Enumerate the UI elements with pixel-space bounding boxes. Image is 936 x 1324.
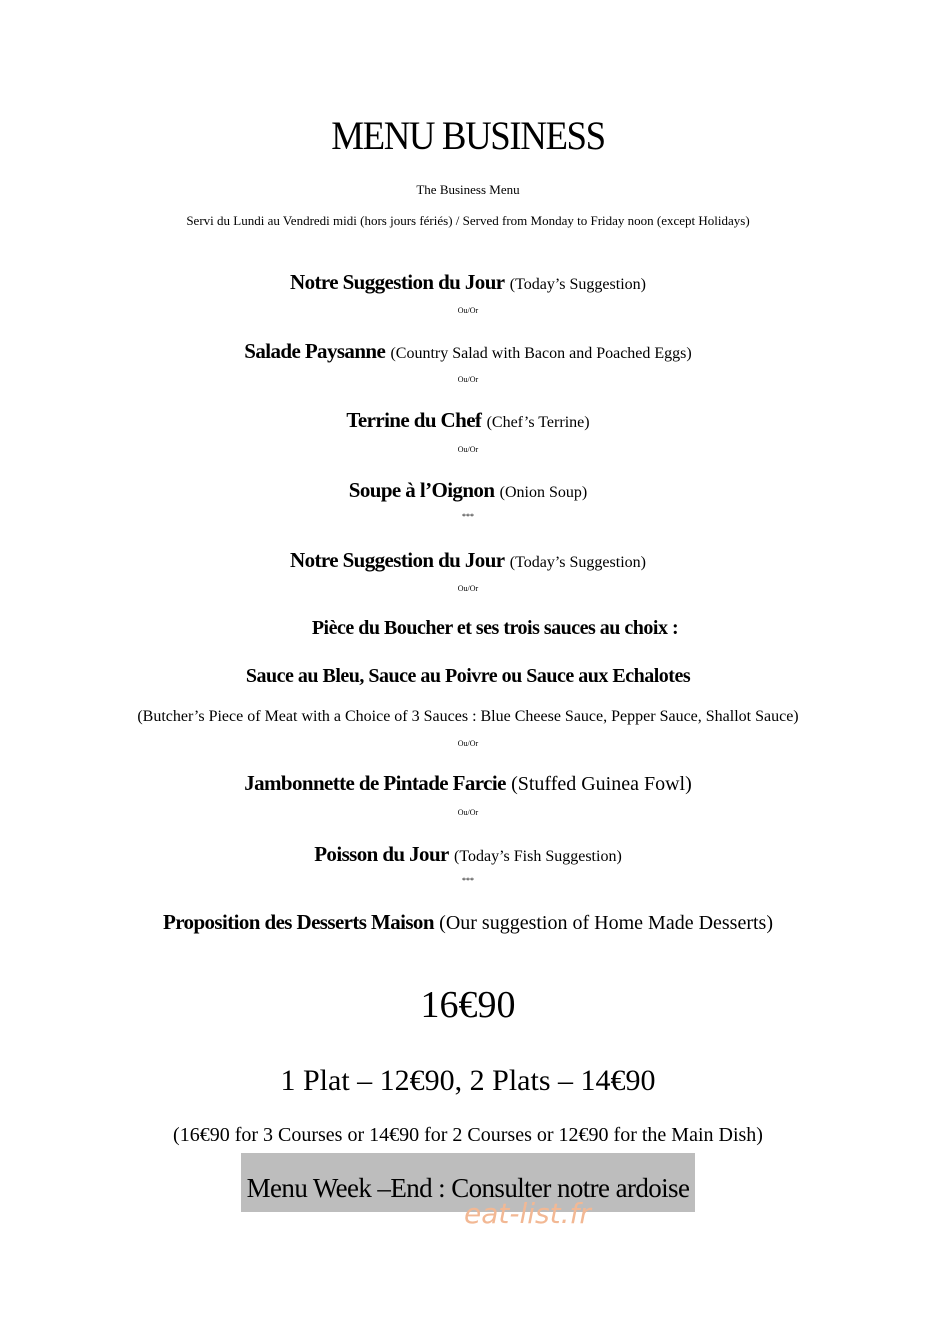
or-separator: Ou/Or — [457, 445, 479, 454]
course-separator: *** — [462, 876, 474, 885]
or-separator: Ou/Or — [457, 375, 479, 384]
watermark: eat-list.fr — [464, 1197, 591, 1230]
dish-name-fr: Terrine du Chef — [346, 408, 482, 432]
dish-name-en: (Country Salad with Bacon and Poached Eggs) — [390, 345, 692, 362]
dish-name-fr: Soupe à l’Oignon — [348, 478, 495, 502]
dish-name-fr: Salade Paysanne — [244, 339, 386, 363]
starter-item — [0, 270, 936, 295]
price-full-menu: 16€90 — [420, 984, 516, 1026]
service-hours: Servi du Lundi au Vendredi midi (hors jours fériés) / Served from Monday to Friday noon (except Holidays) — [186, 213, 750, 228]
main-item — [0, 771, 936, 796]
or-separator: Ou/Or — [457, 808, 479, 817]
dish-name-fr: Notre Suggestion du Jour — [290, 548, 505, 572]
dish-name-fr: Proposition des Desserts Maison — [162, 910, 434, 934]
dish-name-en: (Chef’s Terrine) — [486, 414, 590, 431]
dish-name-fr: Poisson du Jour — [314, 842, 449, 866]
dish-name-en: (Onion Soup) — [499, 484, 588, 501]
or-separator: Ou/Or — [457, 584, 479, 593]
weekend-note: Menu Week –End : Consulter notre ardoise — [246, 1173, 690, 1203]
butcher-dish-title: Pièce du Boucher et ses trois sauces au choix : — [311, 617, 679, 639]
price-partial-menu: 1 Plat – 12€90, 2 Plats – 14€90 — [280, 1064, 656, 1097]
butcher-dish-en: (Butcher’s Piece of Meat with a Choice of 3 Sauces : Blue Cheese Sauce, Pepper Sauce, Shallot Sauce) — [137, 708, 799, 725]
dish-name-fr: Jambonnette de Pintade Farcie — [244, 771, 506, 795]
menu-title: MENU BUSINESS — [331, 113, 605, 158]
dish-name-en: (Stuffed Guinea Fowl) — [511, 773, 692, 795]
dish-name-en: (Today’s Suggestion) — [509, 554, 646, 571]
course-separator: *** — [462, 512, 474, 521]
or-separator: Ou/Or — [457, 306, 479, 315]
dessert-item — [0, 910, 936, 935]
dish-name-en: (Today’s Suggestion) — [509, 276, 646, 293]
price-english: (16€90 for 3 Courses or 14€90 for 2 Courses or 12€90 for the Main Dish) — [173, 1124, 763, 1146]
or-separator: Ou/Or — [457, 739, 479, 748]
main-item — [0, 842, 936, 867]
butcher-sauces: Sauce au Bleu, Sauce au Poivre ou Sauce aux Echalotes — [245, 665, 691, 687]
dish-name-en: (Today’s Fish Suggestion) — [454, 848, 622, 865]
main-item — [0, 548, 936, 573]
starter-item — [0, 339, 936, 364]
starter-item — [0, 478, 936, 503]
dish-name-en: (Our suggestion of Home Made Desserts) — [439, 912, 773, 934]
menu-subtitle: The Business Menu — [416, 182, 520, 197]
dish-name-fr: Notre Suggestion du Jour — [290, 270, 505, 294]
starter-item — [0, 408, 936, 433]
